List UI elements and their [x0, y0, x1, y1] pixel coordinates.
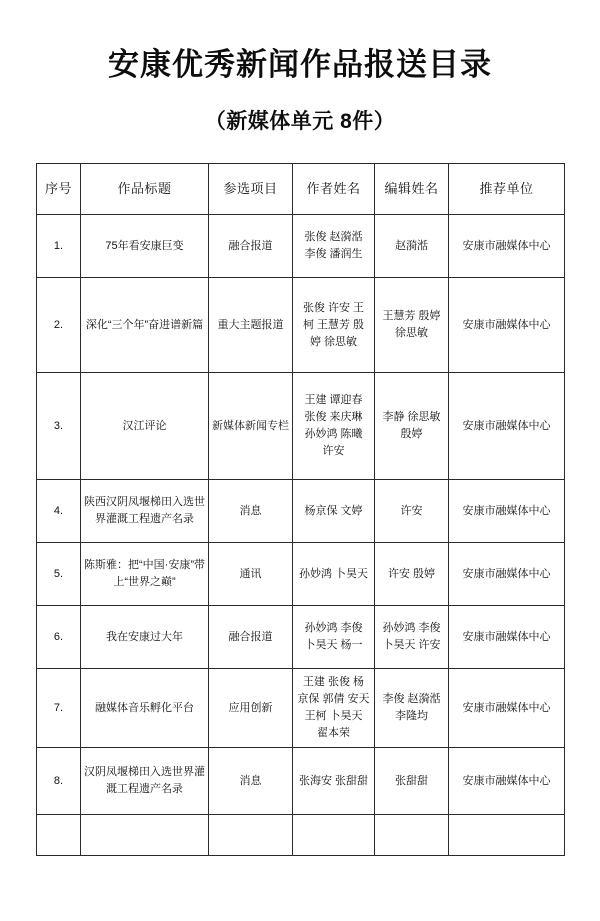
table-row — [37, 669, 565, 748]
submission-catalog-table — [36, 163, 565, 856]
cell-authors: 杨京保 文婷 — [293, 480, 375, 543]
cell-editors: 王慧芳 殷婷 徐思敏 — [375, 278, 449, 373]
cell-project: 融合报道 — [209, 606, 293, 669]
table-row — [37, 748, 565, 815]
cell-unit: 安康市融媒体中心 — [449, 543, 565, 606]
cell-project — [209, 815, 293, 856]
table-row — [37, 373, 565, 480]
cell-unit: 安康市融媒体中心 — [449, 480, 565, 543]
cell-editors: 张甜甜 — [375, 748, 449, 815]
cell-editors: 许安 — [375, 480, 449, 543]
cell-authors: 张俊 许安 王 柯 王慧芳 殷 婷 徐思敏 — [293, 278, 375, 373]
cell-authors: 孙妙鸿 李俊 卜昊天 杨一 — [293, 606, 375, 669]
cell-index: 2. — [37, 278, 81, 373]
cell-editors — [375, 815, 449, 856]
cell-project: 融合报道 — [209, 215, 293, 278]
cell-title: 75年看安康巨变 — [81, 215, 209, 278]
table-row — [37, 606, 565, 669]
cell-unit: 安康市融媒体中心 — [449, 669, 565, 748]
cell-authors: 张俊 赵漪湉 李俊 潘润生 — [293, 215, 375, 278]
table-row — [37, 215, 565, 278]
cell-project: 消息 — [209, 748, 293, 815]
cell-index: 4. — [37, 480, 81, 543]
cell-title — [81, 815, 209, 856]
cell-authors: 张海安 张甜甜 — [293, 748, 375, 815]
cell-index: 8. — [37, 748, 81, 815]
cell-index: 3. — [37, 373, 81, 480]
cell-project: 应用创新 — [209, 669, 293, 748]
cell-editors: 李静 徐思敏 殷婷 — [375, 373, 449, 480]
document-page — [0, 46, 600, 921]
column-header-index: 序号 — [37, 164, 81, 215]
cell-unit: 安康市融媒体中心 — [449, 606, 565, 669]
cell-project: 重大主题报道 — [209, 278, 293, 373]
cell-project: 通讯 — [209, 543, 293, 606]
cell-editors: 赵漪湉 — [375, 215, 449, 278]
table-row — [37, 278, 565, 373]
cell-index: 6. — [37, 606, 81, 669]
cell-authors: 孙妙鸿 卜昊天 — [293, 543, 375, 606]
table-row — [37, 480, 565, 543]
cell-index — [37, 815, 81, 856]
cell-authors — [293, 815, 375, 856]
cell-title: 我在安康过大年 — [81, 606, 209, 669]
cell-unit: 安康市融媒体中心 — [449, 373, 565, 480]
cell-index: 1. — [37, 215, 81, 278]
table-row — [37, 543, 565, 606]
column-header-unit: 推荐单位 — [449, 164, 565, 215]
cell-editors: 孙妙鸿 李俊 卜昊天 许安 — [375, 606, 449, 669]
page-subtitle: （新媒体单元 8件） — [204, 110, 396, 134]
page-title: 安康优秀新闻作品报送目录 — [108, 47, 492, 82]
cell-unit: 安康市融媒体中心 — [449, 215, 565, 278]
cell-project: 消息 — [209, 480, 293, 543]
column-header-authors: 作者姓名 — [293, 164, 375, 215]
column-header-editors: 编辑姓名 — [375, 164, 449, 215]
column-header-project: 参选项目 — [209, 164, 293, 215]
cell-authors: 王建 张俊 杨 京保 郭倩 安天 王柯 卜昊天 翟本荣 — [293, 669, 375, 748]
cell-title: 汉阴凤堰梯田入选世界灌溉工程遗产名录 — [81, 748, 209, 815]
column-header-title: 作品标题 — [81, 164, 209, 215]
cell-index: 7. — [37, 669, 81, 748]
cell-authors: 王建 谭迎春 张俊 来庆琳 孙妙鸿 陈曦 许安 — [293, 373, 375, 480]
cell-title: 深化“三个年”奋进谱新篇 — [81, 278, 209, 373]
cell-index: 5. — [37, 543, 81, 606]
cell-project: 新媒体新闻专栏 — [209, 373, 293, 480]
cell-title: 汉江评论 — [81, 373, 209, 480]
table-header-row — [37, 164, 565, 215]
cell-unit: 安康市融媒体中心 — [449, 748, 565, 815]
cell-unit — [449, 815, 565, 856]
cell-unit: 安康市融媒体中心 — [449, 278, 565, 373]
table-row — [37, 815, 565, 856]
cell-title: 陕西汉阴凤堰梯田入选世界灌溉工程遗产名录 — [81, 480, 209, 543]
cell-editors: 许安 殷婷 — [375, 543, 449, 606]
cell-editors: 李俊 赵漪湉 李隆均 — [375, 669, 449, 748]
cell-title: 陈斯雅：把“中国·安康”带上“世界之巅” — [81, 543, 209, 606]
cell-title: 融媒体音乐孵化平台 — [81, 669, 209, 748]
